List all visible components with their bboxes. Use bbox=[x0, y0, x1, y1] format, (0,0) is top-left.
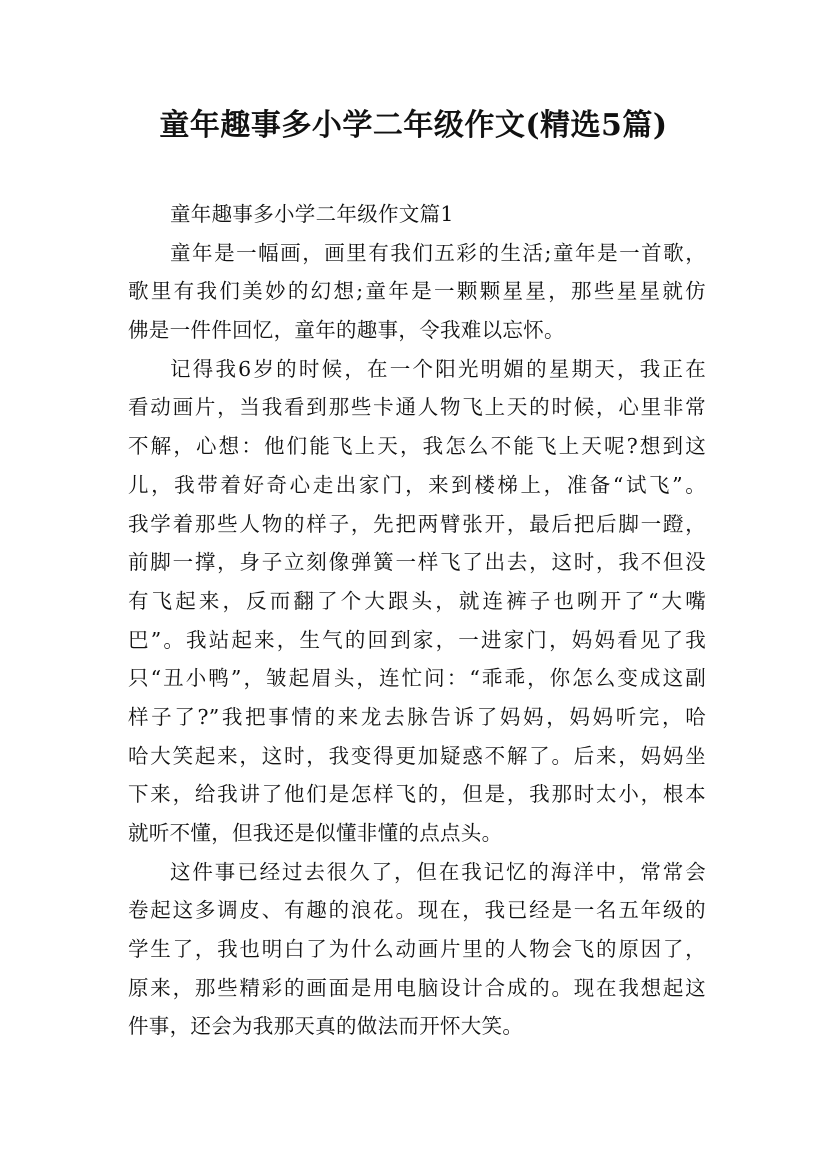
paragraph-2-line-10: 样子了?”我把事情的来龙去脉告诉了妈妈，妈妈听完，哈 bbox=[128, 704, 706, 729]
paragraph-1-line-2: 歌里有我们美妙的幻想;童年是一颗颗星星，那些星星就仿 bbox=[128, 279, 706, 304]
document-title: 童年趣事多小学二年级作文(精选5篇) bbox=[159, 108, 668, 143]
paragraph-2-line-8: 巴”。我站起来，生气的回到家，一进家门，妈妈看见了我 bbox=[128, 627, 706, 652]
paragraph-2-line-5: 我学着那些人物的样子，先把两臂张开，最后把后脚一蹬， bbox=[128, 511, 706, 536]
section-heading: 童年趣事多小学二年级作文篇1 bbox=[170, 202, 454, 226]
paragraph-3-line-1: 这件事已经过去很久了，但在我记忆的海洋中，常常会 bbox=[170, 859, 706, 884]
paragraph-2-line-7: 有飞起来，反而翻了个大跟头，就连裤子也咧开了“大嘴 bbox=[128, 588, 706, 613]
paragraph-2-line-12: 下来，给我讲了他们是怎样飞的，但是，我那时太小，根本 bbox=[128, 782, 706, 807]
paragraph-3-line-2: 卷起这多调皮、有趣的浪花。现在，我已经是一名五年级的 bbox=[128, 898, 706, 923]
paragraph-2-line-2: 看动画片，当我看到那些卡通人物飞上天的时候，心里非常 bbox=[128, 395, 706, 420]
paragraph-2-line-13: 就听不懂，但我还是似懂非懂的点点头。 bbox=[128, 821, 503, 845]
paragraph-2-line-1: 记得我6岁的时候，在一个阳光明媚的星期天，我正在 bbox=[170, 356, 706, 381]
paragraph-2-line-11: 哈大笑起来，这时，我变得更加疑惑不解了。后来，妈妈坐 bbox=[128, 743, 706, 768]
paragraph-1-line-1: 童年是一幅画，画里有我们五彩的生活;童年是一首歌， bbox=[170, 240, 706, 265]
paragraph-3-line-3: 学生了，我也明白了为什么动画片里的人物会飞的原因了， bbox=[128, 937, 706, 962]
paragraph-2-line-9: 只“丑小鸭”，皱起眉头，连忙问：“乖乖，你怎么变成这副 bbox=[128, 666, 706, 691]
document-body bbox=[128, 195, 706, 1046]
paragraph-3-line-5: 件事，还会为我那天真的做法而开怀大笑。 bbox=[128, 1014, 524, 1039]
paragraph-3-line-4: 原来，那些精彩的画面是用电脑设计合成的。现在我想起这 bbox=[128, 975, 706, 1000]
paragraph-2-line-3: 不解，心想：他们能飞上天，我怎么不能飞上天呢?想到这 bbox=[128, 434, 706, 459]
paragraph-2-line-6: 前脚一撑，身子立刻像弹簧一样飞了出去，这时，我不但没 bbox=[128, 550, 706, 575]
paragraph-1-line-3: 佛是一件件回忆，童年的趣事，令我难以忘怀。 bbox=[128, 318, 565, 343]
paragraph-2-line-4: 儿，我带着好奇心走出家门，来到楼梯上，准备“试飞”。 bbox=[128, 472, 706, 497]
